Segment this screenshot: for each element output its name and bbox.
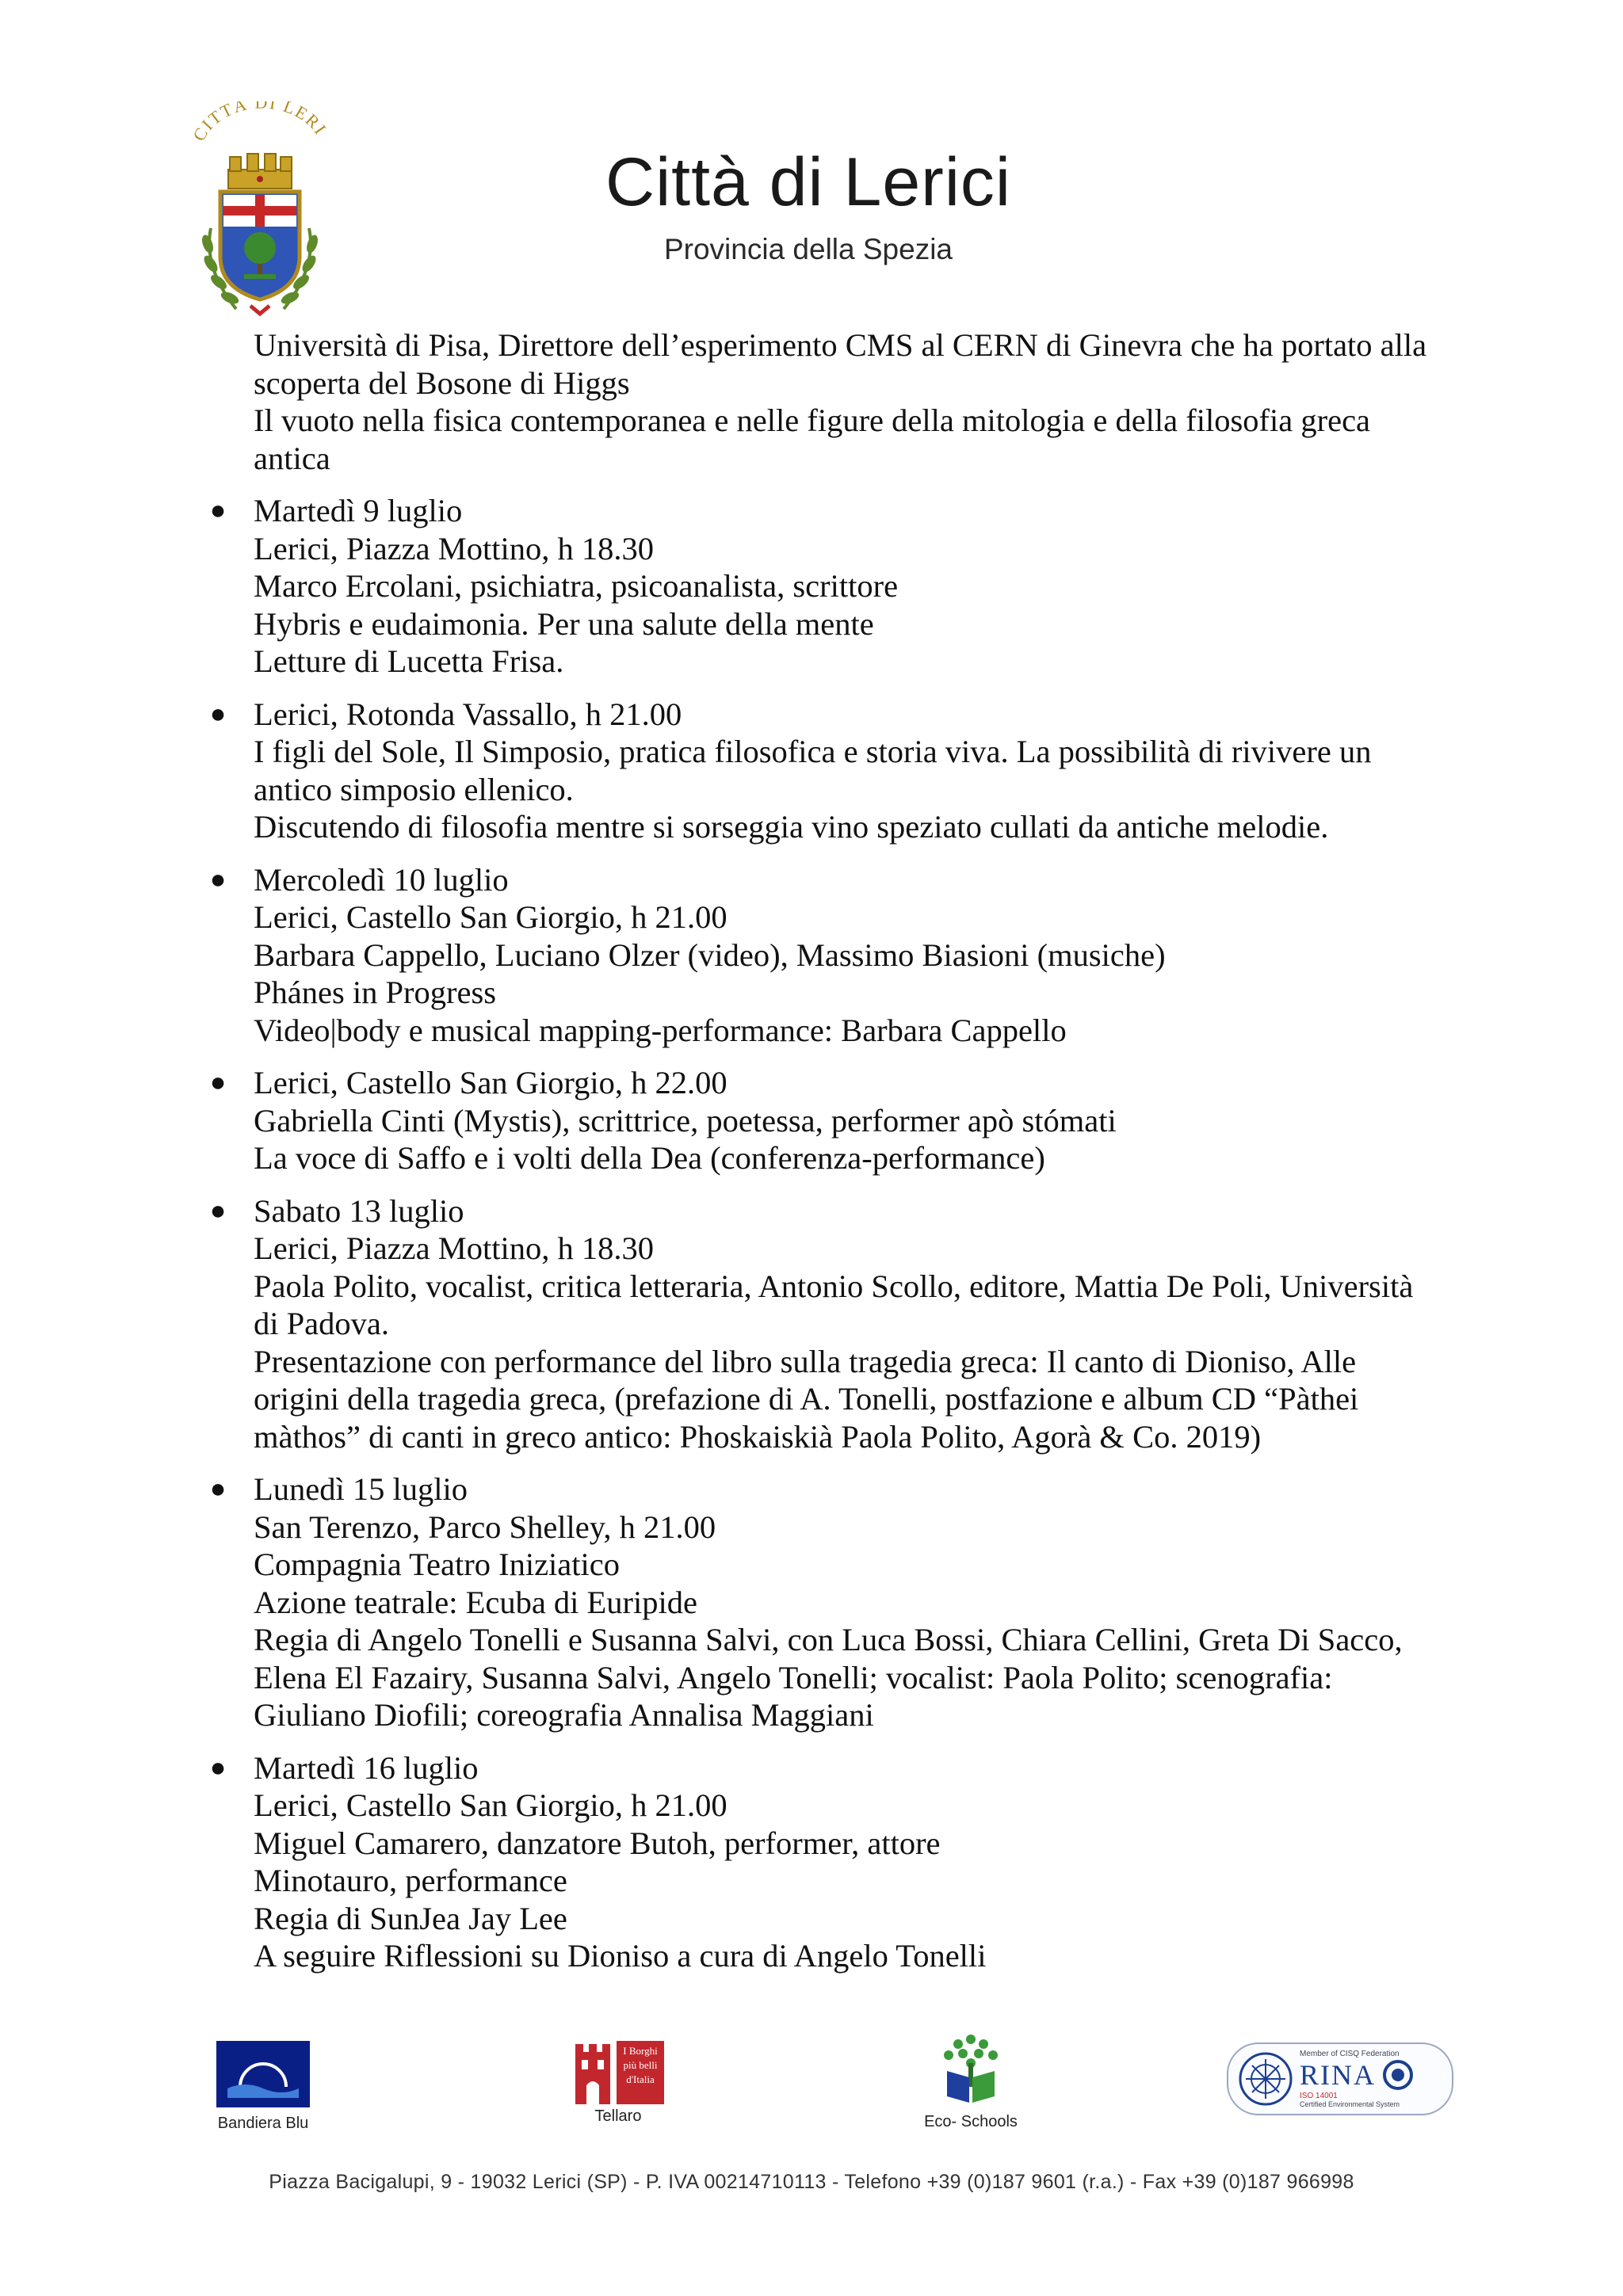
footer-address: Piazza Bacigalupi, 9 - 19032 Lerici (SP) - P. IVA 00214710113 - Telefono +39 (0)187 9601 (r.a.) - Fax +39 (0)187 966998 (269, 2171, 1354, 2193)
text-line: Giuliano Diofili; coreografia Annalisa Maggiani (254, 1697, 874, 1733)
logo-caption: Tellaro (594, 2107, 642, 2125)
text-line: Elena El Fazairy, Susanna Salvi, Angelo Tonelli; vocalist: Paola Polito; scenografia: (254, 1659, 1333, 1695)
text-line: Università di Pisa, Direttore dell’esperimento CMS al CERN di Ginevra che ha portato alla (254, 327, 1427, 363)
province-subtitle: Provincia della Spezia (663, 233, 953, 265)
event-date: Martedì 16 luglio (254, 1749, 479, 1786)
text-line: Paola Polito, vocalist, critica letteraria, Antonio Scollo, editore, Mattia De Poli, Università (254, 1268, 1414, 1304)
text-line: scoperta del Bosone di Higgs (254, 364, 630, 401)
svg-text:CITTÀ DI LERICI (189, 101, 331, 144)
text-line: Letture di Lucetta Frisa. (254, 643, 564, 679)
text-line: Lerici, Castello San Giorgio, h 21.00 (254, 899, 727, 935)
logo-caption: Eco- Schools (924, 2113, 1018, 2130)
borghi-badge (617, 2041, 664, 2104)
text-line: I figli del Sole, Il Simposio, pratica filosofica e storia viva. La possibilità di rivivere un (254, 734, 1372, 769)
bullet-icon: ● (209, 699, 227, 729)
bullet-icon: ● (209, 1474, 227, 1504)
text-line: Miguel Camarero, danzatore Butoh, performer, attore (254, 1825, 941, 1861)
badge-text: I Borghi (623, 2045, 658, 2057)
badge-text: più belli (623, 2059, 658, 2071)
event-item (209, 1749, 1474, 1975)
text-line: Marco Ercolani, psichiatra, psicoanalista, scrittore (254, 568, 899, 604)
bullet-icon: ● (209, 496, 227, 525)
logo-caption: Bandiera Blu (217, 2115, 309, 2132)
tellaro-borghi-logo (555, 2041, 682, 2126)
city-crest-logo (189, 101, 331, 323)
text-line: Lerici, Castello San Giorgio, h 21.00 (254, 1787, 727, 1823)
eco-schools-logo (911, 2031, 1030, 2131)
city-title: Città di Lerici (605, 144, 1012, 220)
text-line: Lerici, Piazza Mottino, h 18.30 (254, 1230, 655, 1266)
text-line: Azione teatrale: Ecuba di Euripide (254, 1584, 697, 1620)
event-item (209, 1470, 1474, 1734)
text-line: Video|body e musical mapping-performance: Barbara Cappello (254, 1012, 1067, 1048)
text-line: Hybris e eudaimonia. Per una salute della mente (254, 605, 874, 642)
text-line: Minotauro, performance (254, 1863, 567, 1898)
event-item (209, 1192, 1474, 1456)
text-line: Presentazione con performance del libro sulla tragedia greca: Il canto di Dioniso, Alle (254, 1343, 1357, 1379)
text-line: San Terenzo, Parco Shelley, h 21.00 (254, 1508, 716, 1545)
text-line: di Padova. (254, 1306, 389, 1341)
eco-tree-book-icon (931, 2031, 1010, 2106)
crown-icon (228, 154, 292, 189)
text-line: Barbara Cappello, Luciano Olzer (video), Massimo Biasioni (musiche) (254, 936, 1166, 973)
event-date: Martedì 9 luglio (254, 493, 463, 528)
iso-text: ISO 14001 (1300, 2092, 1338, 2100)
text-line: Il vuoto nella fisica contemporanea e nelle figure della mitologia e della filosofia greca (254, 402, 1371, 438)
event-list (209, 492, 1474, 1975)
intro-paragraph (254, 326, 1474, 477)
blue-flag-icon (216, 2041, 310, 2107)
bullet-icon: ● (209, 1753, 227, 1783)
event-item (209, 492, 1474, 681)
rina-certification-logo (1227, 2042, 1453, 2115)
text-line: Gabriella Cinti (Mystis), scrittrice, poetessa, performer apò stómati (254, 1102, 1117, 1138)
event-item (209, 696, 1474, 846)
event-venue: Lerici, Castello San Giorgio, h 22.00 (254, 1065, 727, 1100)
text-line: origini della tragedia greca, (prefazione di A. Tonelli, postfazione e album CD “Pàthei (254, 1381, 1359, 1417)
text-line: Discutendo di filosofia mentre si sorseggia vino speziato cullati da antiche melodie. (254, 809, 1329, 845)
event-item (209, 1064, 1474, 1177)
rina-emblem-icon (1238, 2051, 1293, 2107)
text-line: A seguire Riflessioni su Dioniso a cura di Angelo Tonelli (254, 1938, 987, 1974)
text-line: antica (254, 440, 330, 476)
text-line: Phánes in Progress (254, 974, 496, 1010)
event-item (209, 861, 1474, 1050)
text-line: antico simposio ellenico. (254, 771, 574, 807)
text-line: La voce di Saffo e i volti della Dea (conferenza-performance) (254, 1140, 1045, 1176)
program-text (209, 326, 1474, 1975)
cisq-text: Member of CISQ Federation (1300, 2050, 1400, 2058)
letterhead (444, 143, 1173, 266)
rina-mark: RINA (1300, 2059, 1376, 2091)
iso-seal-icon (1382, 2059, 1414, 2091)
bullet-icon: ● (209, 1196, 227, 1226)
event-date: Lunedì 15 luglio (254, 1471, 468, 1507)
text-line: màthos” di canti in greco antico: Phoskaiskià Paola Polito, Agorà & Co. 2019) (254, 1418, 1262, 1455)
event-venue: Lerici, Rotonda Vassallo, h 21.00 (254, 696, 682, 732)
text-line: Compagnia Teatro Iniziatico (254, 1547, 621, 1582)
text-line: Regia di SunJea Jay Lee (254, 1900, 567, 1936)
bullet-icon: ● (209, 1068, 227, 1097)
castle-tower-icon (572, 2041, 613, 2104)
badge-text: d'Italia (626, 2073, 655, 2085)
shield-icon (220, 192, 300, 299)
bandiera-blu-logo (208, 2041, 319, 2133)
bullet-icon: ● (209, 864, 227, 894)
cert-text: Certified Environmental System (1300, 2100, 1400, 2108)
event-date: Sabato 13 luglio (254, 1192, 464, 1229)
text-line: Regia di Angelo Tonelli e Susanna Salvi, con Luca Bossi, Chiara Cellini, Greta Di Sacco, (254, 1622, 1403, 1657)
event-date: Mercoledì 10 luglio (254, 861, 509, 898)
text-line: Lerici, Piazza Mottino, h 18.30 (254, 530, 655, 566)
crest-arc-text: CITTÀ DI LERI (189, 101, 331, 145)
